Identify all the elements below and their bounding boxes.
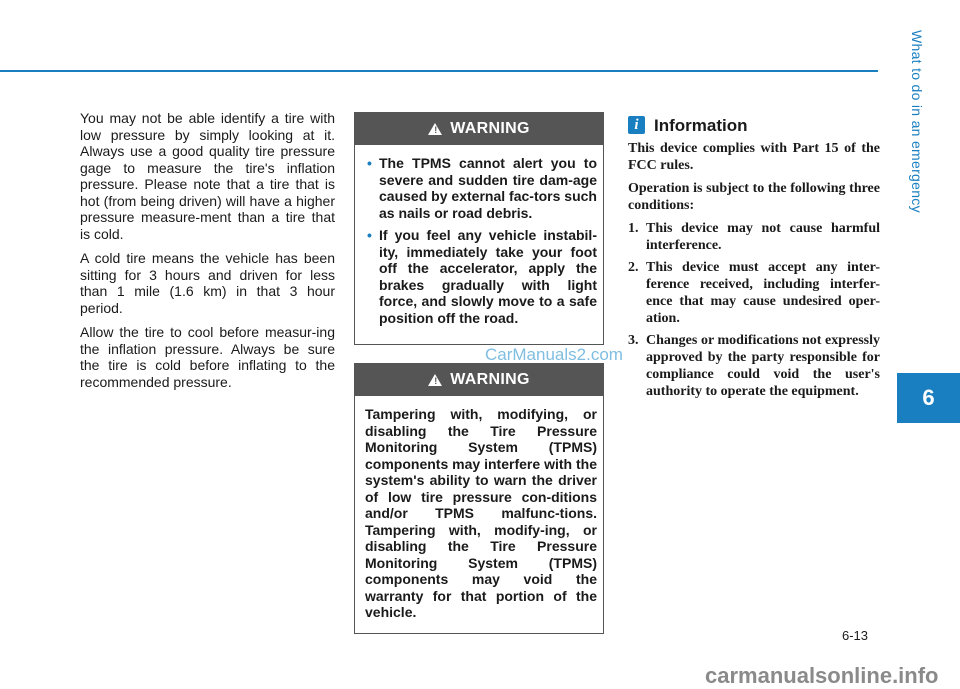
warning-header bbox=[355, 364, 603, 396]
paragraph: You may not be able identify a tire with low pressure by simply looking at it. Always use a good quality tire pressure gage to measure the tire's inflation pressure. Please note that a tire that is hot (from being driven) will have a higher pressure measure-ment than a tire that is cold. bbox=[80, 110, 335, 242]
warning-triangle-icon: ! bbox=[428, 374, 442, 386]
list-item: 2. This device must accept any inter-ference received, including interfer-ence that may cause undesired oper-ation. bbox=[628, 260, 880, 326]
warning-text: Tampering with, modifying, or disabling the Tire Pressure Monitoring System (TPMS) components may interfere with the system's ability to warn the driver of low tire pressure con-ditions and/or TPMS malfunc-tions. Tampering with, modify-ing, or disabling the Tire Pressure Monitoring System (TPMS) components may void the warranty for that portion of the vehicle. bbox=[365, 406, 597, 620]
info-paragraph: Operation is subject to the following three conditions: bbox=[628, 181, 880, 213]
conditions-list bbox=[628, 220, 880, 400]
warning-triangle-icon: ! bbox=[428, 123, 442, 135]
chapter-title: What to do in an emergency bbox=[909, 30, 925, 213]
bullet-icon: • bbox=[367, 227, 372, 243]
info-icon: i bbox=[628, 116, 645, 134]
warning-box-tampering bbox=[354, 363, 604, 634]
paragraph: A cold tire means the vehicle has been sitting for 3 hours and driven for less than 1 mile (1.6 km) in that 3 hour period. bbox=[80, 250, 335, 316]
warning-body bbox=[355, 396, 603, 633]
warning-header bbox=[355, 113, 603, 145]
top-rule bbox=[0, 70, 878, 72]
list-item: 1. This device may not cause harmful interference. bbox=[628, 221, 880, 253]
information-section bbox=[628, 116, 880, 405]
paragraph: Allow the tire to cool before measur-ing the inflation pressure. Always be sure the tire is cold before inflating to the recommended pressure. bbox=[80, 324, 335, 390]
warning-box-tpms bbox=[354, 112, 604, 345]
watermark-mid: CarManuals2.com bbox=[485, 345, 623, 364]
warning-label: WARNING bbox=[450, 120, 530, 137]
warning-item: • If you feel any vehicle instabil-ity, immediately take your foot off the accelerator, apply the brakes gradually with light force, and slowly move to a safe position off the road. bbox=[367, 227, 597, 326]
info-paragraph: This device complies with Part 15 of the FCC rules. bbox=[628, 141, 880, 173]
warning-body bbox=[355, 145, 603, 344]
warning-item: • The TPMS cannot alert you to severe and sudden tire dam-age caused by external fac-tors such as nails or road debris. bbox=[367, 155, 597, 221]
information-title: Information bbox=[654, 115, 748, 135]
page-number: 6-13 bbox=[842, 628, 869, 643]
list-item: 3. Changes or modifications not expressly approved by the party responsible for compliance could void the user's authority to operate the equipment. bbox=[628, 333, 880, 399]
bullet-icon: • bbox=[367, 155, 372, 171]
warning-label: WARNING bbox=[450, 371, 530, 388]
chapter-tab: 6 bbox=[897, 373, 960, 423]
body-column bbox=[80, 110, 335, 398]
information-header bbox=[628, 116, 880, 134]
watermark-bottom: carmanualsonline.info bbox=[705, 663, 939, 688]
